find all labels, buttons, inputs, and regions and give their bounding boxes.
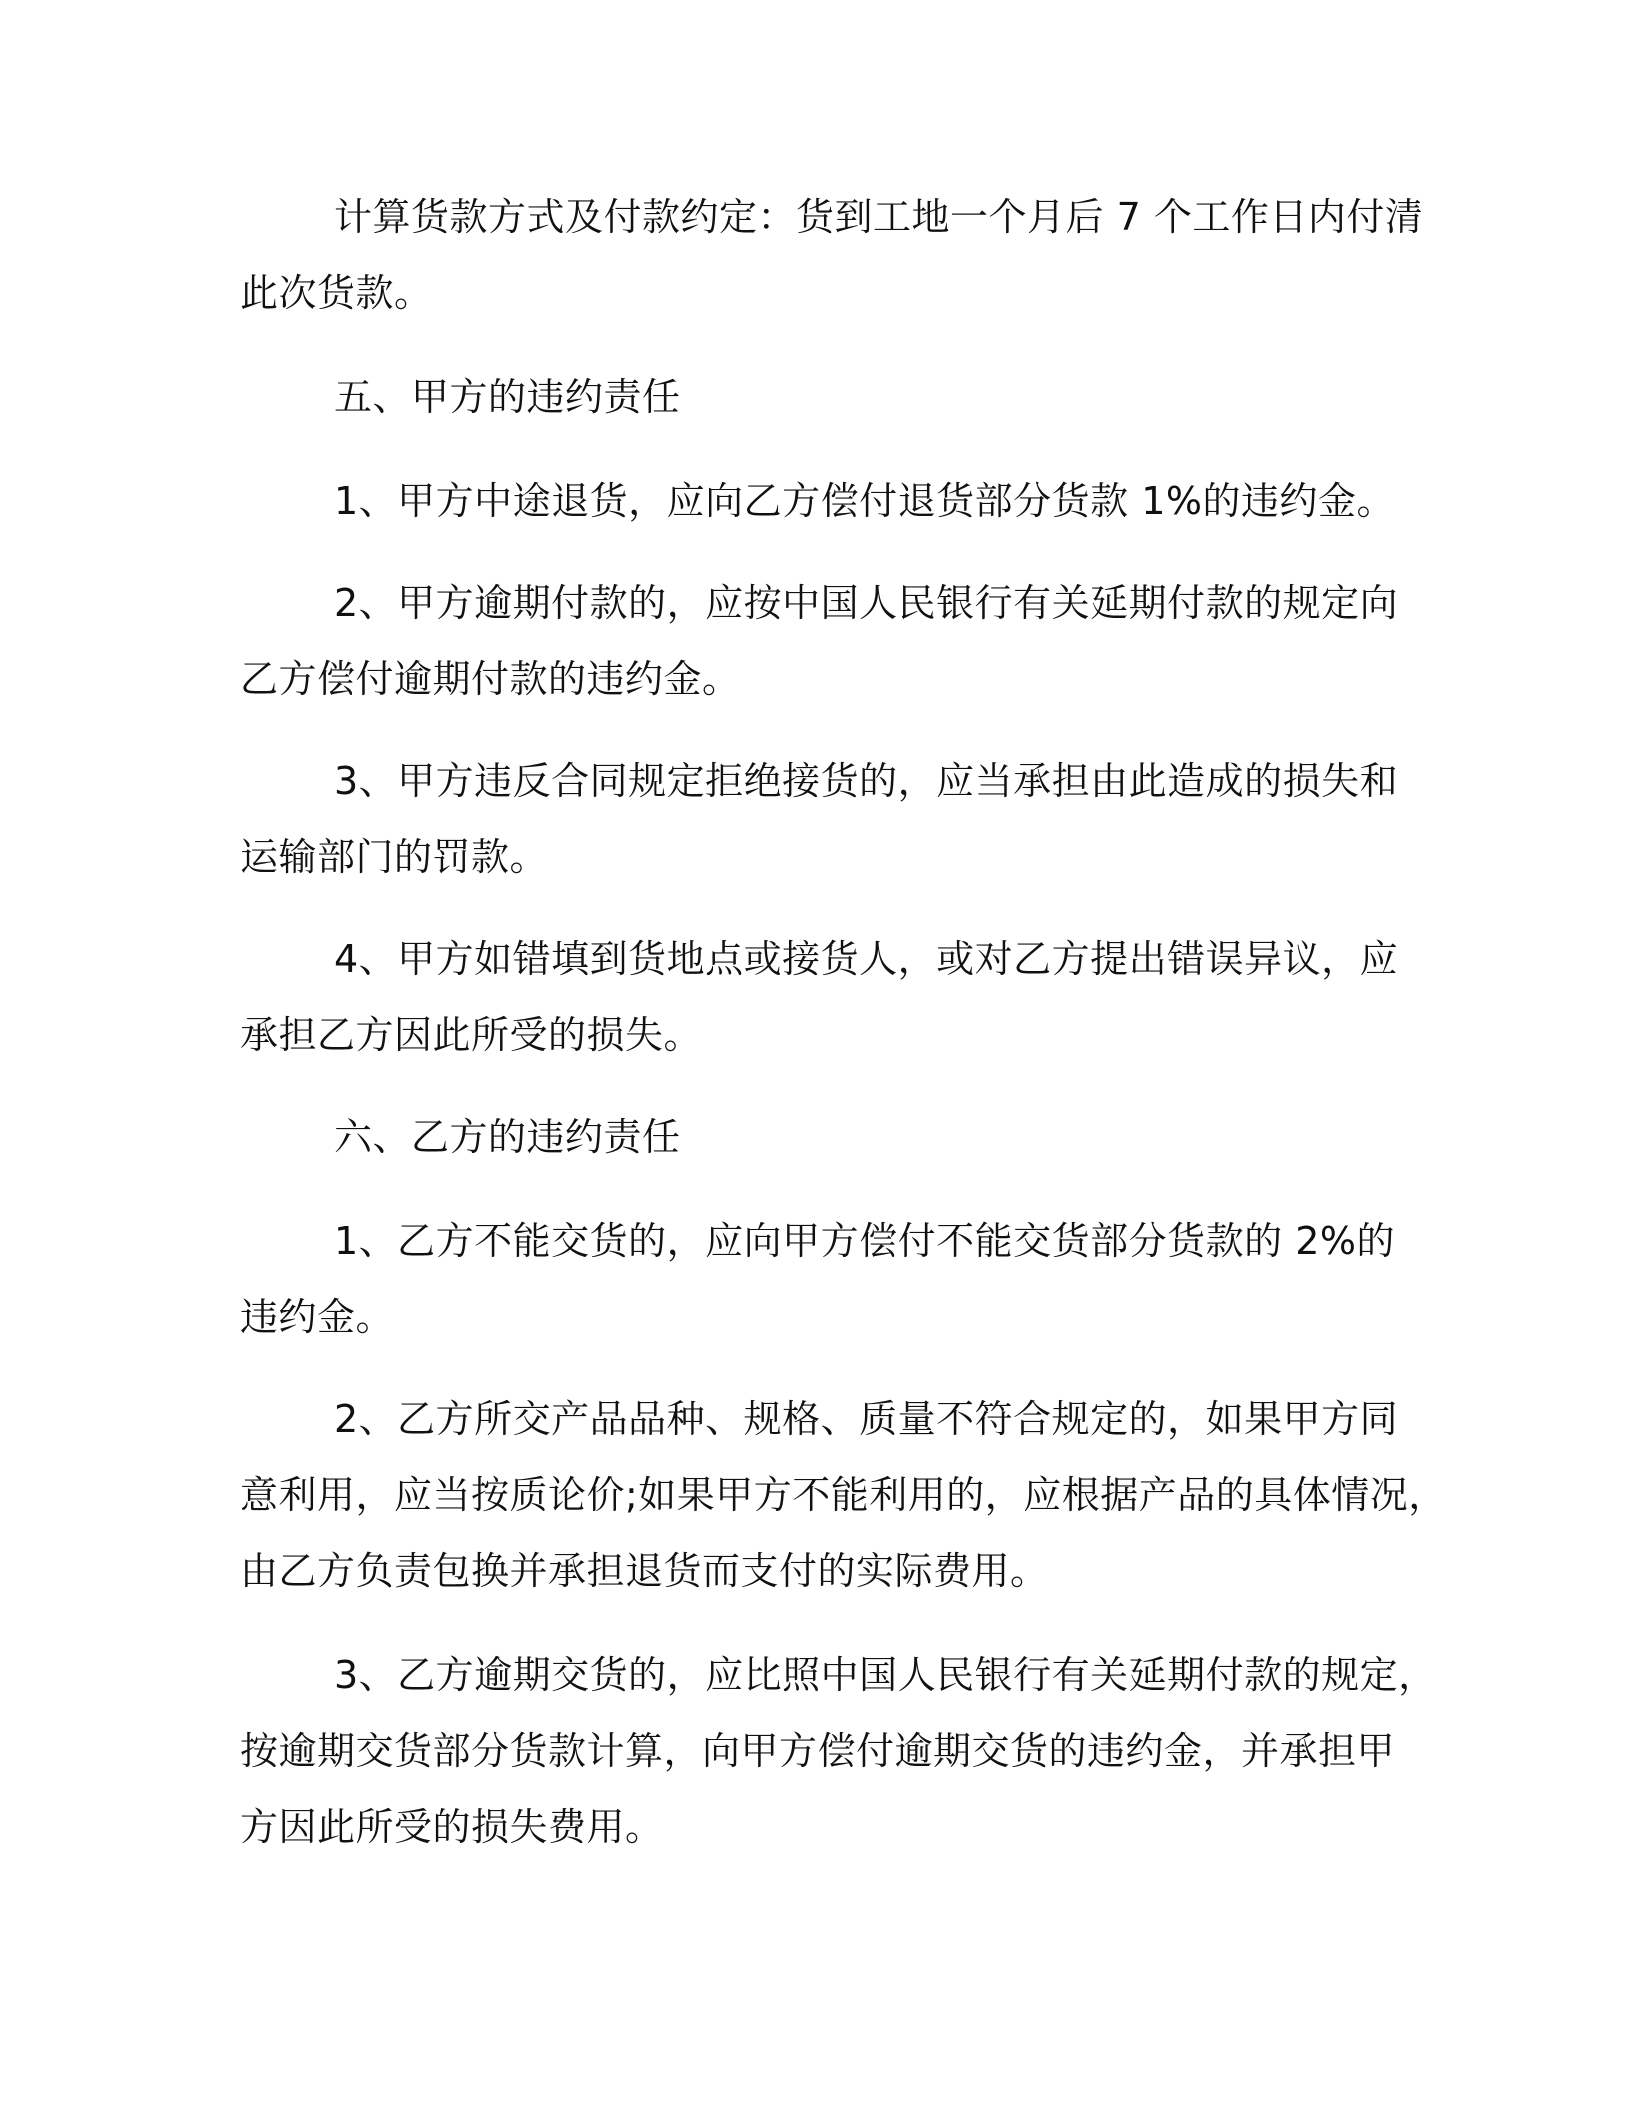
party-a-clause-4-line-2: 承担乙方因此所受的损失。 (240, 1013, 703, 1057)
party-b-clause-1-line-1: 1、乙方不能交货的，应向甲方偿付不能交货部分货款的 2%的 (334, 1219, 1396, 1263)
party-a-clause-3-line-2: 运输部门的罚款。 (240, 835, 549, 879)
party-a-clause-2-line-2: 乙方偿付逾期付款的违约金。 (240, 657, 741, 701)
party-b-clause-1-line-2: 违约金。 (240, 1295, 395, 1339)
party-a-clause-1-line-1: 1、甲方中途退货，应向乙方偿付退货部分货款 1%的违约金。 (334, 479, 1396, 523)
party-b-clause-3-line-2: 按逾期交货部分货款计算，向甲方偿付逾期交货的违约金，并承担甲 (240, 1729, 1396, 1773)
party-b-clause-3-line-3: 方因此所受的损失费用。 (240, 1805, 664, 1849)
party-b-clause-2-line-3: 由乙方负责包换并承担退货而支付的实际费用。 (240, 1549, 1049, 1593)
party-b-clause-3-line-1: 3、乙方逾期交货的，应比照中国人民银行有关延期付款的规定， (334, 1653, 1437, 1697)
payment-terms-line-2: 此次货款。 (240, 271, 433, 315)
party-b-clause-2-line-1: 2、乙方所交产品品种、规格、质量不符合规定的，如果甲方同 (334, 1397, 1399, 1441)
payment-terms-line-1: 计算货款方式及付款约定：货到工地一个月后 7 个工作日内付清 (334, 195, 1424, 239)
party-a-clause-4-line-1: 4、甲方如错填到货地点或接货人，或对乙方提出错误异议，应 (334, 937, 1399, 981)
party-a-clause-3-line-1: 3、甲方违反合同规定拒绝接货的，应当承担由此造成的损失和 (334, 759, 1399, 803)
section-heading-party-a-liability: 五、甲方的违约责任 (334, 375, 681, 419)
party-a-clause-2-line-1: 2、甲方逾期付款的，应按中国人民银行有关延期付款的规定向 (334, 581, 1399, 625)
section-heading-party-b-liability: 六、乙方的违约责任 (334, 1115, 681, 1159)
party-b-clause-2-line-2: 意利用，应当按质论价;如果甲方不能利用的，应根据产品的具体情况， (240, 1473, 1447, 1517)
